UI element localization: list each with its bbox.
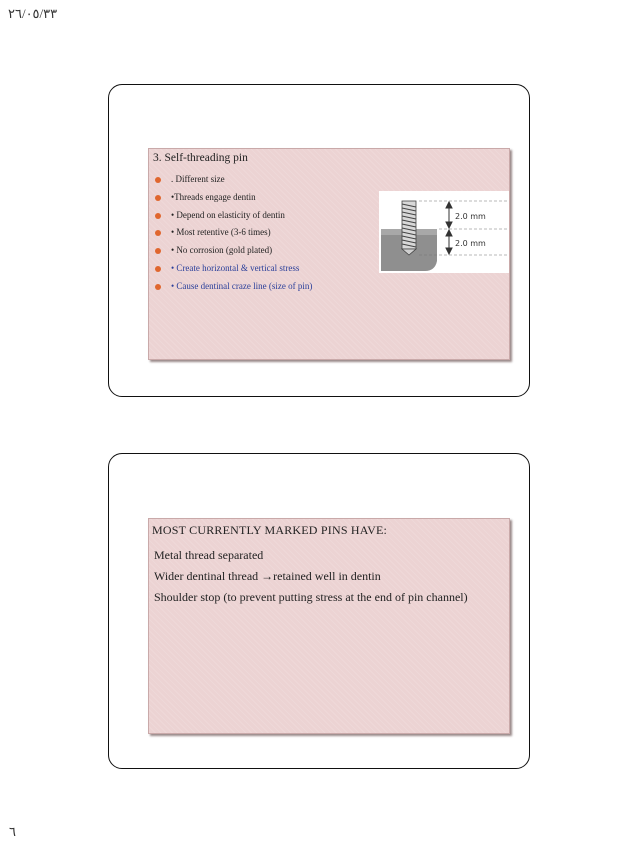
bullet-text: • Cause dentinal craze line (size of pin) <box>171 280 313 291</box>
slide-2-content <box>148 518 510 734</box>
figure-label-bottom: 2.0 mm <box>455 239 486 248</box>
bullet-text: •Threads engage dentin <box>171 191 256 202</box>
bullet-dot-icon <box>155 213 161 219</box>
bullet-dot-icon <box>155 248 161 254</box>
bullet-item <box>155 260 312 278</box>
bullet-item <box>155 278 312 296</box>
bullet-dot-icon <box>155 230 161 236</box>
slide-2-line: Wider dentinal thread →retained well in dentin <box>154 569 381 583</box>
pin-diagram-svg <box>379 191 509 273</box>
slide-1-title: 3. Self-threading pin <box>153 152 248 164</box>
bullet-item <box>155 224 312 242</box>
slide-1-frame <box>108 84 530 397</box>
bullet-dot-icon <box>155 266 161 272</box>
bullet-item <box>155 171 312 189</box>
slide-2-line: Metal thread separated <box>154 548 264 562</box>
slide-2-body <box>154 546 504 609</box>
bullet-text: • No corrosion (gold plated) <box>171 245 273 256</box>
header-date: ٢٦/٠٥/٣٣ <box>8 6 58 21</box>
bullet-dot-icon <box>155 284 161 290</box>
slide-2-frame <box>108 453 530 769</box>
bullet-dot-icon <box>155 177 161 183</box>
bullet-item <box>155 242 312 260</box>
bullet-item <box>155 189 312 207</box>
figure-label-top: 2.0 mm <box>455 212 486 221</box>
slide-1-content <box>148 148 510 360</box>
bullet-text: . Different size <box>171 174 225 184</box>
bullet-item <box>155 207 312 225</box>
slide-1-bullet-list <box>155 171 312 296</box>
pin-diagram-image <box>379 191 509 273</box>
slide-2-title: MOST CURRENTLY MARKED PINS HAVE: <box>152 523 388 537</box>
slide-2-line: Shoulder stop (to prevent putting stress at the end of pin channel) <box>154 590 468 604</box>
bullet-text: • Create horizontal & vertical stress <box>171 262 300 273</box>
bullet-dot-icon <box>155 195 161 201</box>
bullet-text: • Depend on elasticity of dentin <box>171 209 285 220</box>
bullet-text: • Most retentive (3-6 times) <box>171 227 271 238</box>
page-number: ٦ <box>9 824 16 839</box>
